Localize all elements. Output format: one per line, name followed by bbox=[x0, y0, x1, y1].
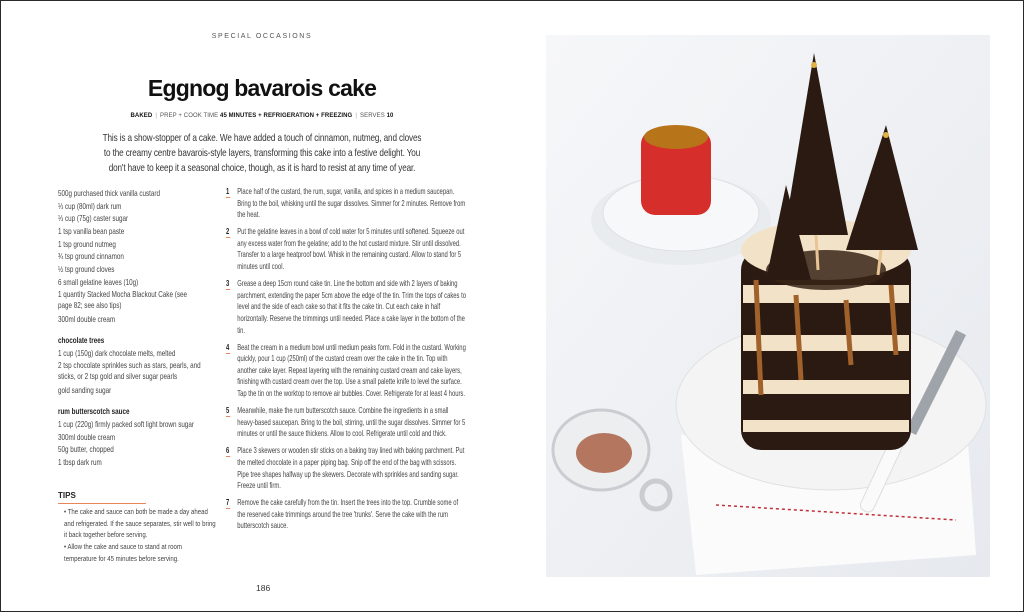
ingredient: ½ tsp ground cloves bbox=[58, 264, 115, 275]
layer-cake bbox=[741, 220, 911, 450]
step-text: Place half of the custard, the rum, sugar, vanilla, and spices in a medium saucepan. Bring to the boil, whisking until the sugar dissolves. Simmer for 2 minutes. Remove from the heat. bbox=[237, 186, 466, 220]
step-text: Place 3 skewers or wooden stir sticks on a baking tray lined with baking parchment. Put the melted chocolate in a paper piping bag. Snip off the end of the bag with scissors. Pipe tree shapes halfway up the skewers. Decorate with sprinkles and sanding sugar. Freeze until firm. bbox=[237, 445, 465, 491]
intro-line: don't have to keep it a seasonal choice, though, as it is hard to resist at any time of year. bbox=[108, 163, 416, 174]
step-number: 1 bbox=[226, 186, 237, 221]
ingredient: 1 cup (150g) dark chocolate melts, melted bbox=[58, 347, 176, 358]
ingredient: 1 tsp ground nutmeg bbox=[58, 238, 116, 249]
cake-illustration bbox=[546, 35, 990, 577]
intro bbox=[62, 131, 462, 176]
ingredient: 1 tsp vanilla bean paste bbox=[58, 226, 125, 237]
intro-line: This is a show-stopper of a cake. We have added a touch of cinnamon, nutmeg, and cloves bbox=[102, 133, 422, 144]
ingredient: 1 quantity Stacked Mocha Blackout Cake (see page 82; see also tips) bbox=[58, 288, 187, 310]
recipe-meta: BAKED | PREP + COOK TIME 45 MINUTES + REFRIGERATION + FREEZING | SERVES 10 bbox=[130, 113, 394, 119]
tips-divider bbox=[58, 503, 146, 504]
method-step bbox=[226, 278, 468, 336]
recipe-title: Eggnog bavarois cake bbox=[147, 75, 377, 101]
ingredient: gold sanding sugar bbox=[58, 384, 112, 395]
step-text: Meanwhile, make the rum butterscotch sauce. Combine the ingredients in a small heavy-based saucepan. Bring to the boil, stirring, until the sugar dissolves. Simmer for 5 minutes or until the sauce thickens. Allow to cool. Refrigerate until cold and thick. bbox=[237, 405, 466, 439]
ingredient: 1 tbsp dark rum bbox=[58, 457, 102, 468]
step-number: 4 bbox=[226, 342, 237, 400]
ingredient: ¾ tsp ground cinnamon bbox=[58, 251, 124, 262]
step-text: Beat the cream in a medium bowl until medium peaks form. Fold in the custard. Working quickly, pour 1 cup (250ml) of the custard cream over the cake in the tin. Top with another cake layer. Repeat layering with the remaining custard cream and cake layers, finishing with custard cream over the top. Use a small palette knife to level the surface. Tap the tin on the worktop to remove air bubbles. Cover. Refrigerate for at least 4 hours. bbox=[237, 341, 466, 398]
method-step bbox=[226, 445, 468, 491]
tip: • Allow the cake and sauce to stand at room temperature for 45 minutes before serving. bbox=[64, 542, 182, 563]
meta-serves-value: 10 bbox=[386, 113, 394, 119]
method-step bbox=[226, 342, 468, 400]
step-text: Remove the cake carefully from the tin. Insert the trees into the top. Crumble some of the reserved cake trimmings around the tree 'trunks'. Serve the cake with the rum butterscotch sauce. bbox=[237, 497, 459, 531]
ingredient: ⅓ cup (75g) caster sugar bbox=[58, 213, 129, 224]
method-steps bbox=[226, 186, 468, 538]
step-text: Grease a deep 15cm round cake tin. Line the bottom and side with 2 layers of baking parchment, extending the paper 5cm above the edge of the tin. Trim the tops of cakes to level and the side of each cake so that it fits the cake tin. Cut each cake in half horizontally. Reserve the trimmings until needed. Place a cake layer in the bottom of the tin. bbox=[237, 278, 466, 335]
method-step bbox=[226, 497, 468, 532]
ingredient: ⅓ cup (80ml) dark rum bbox=[58, 200, 122, 211]
meta-time-value: 45 MINUTES + REFRIGERATION + FREEZING bbox=[220, 113, 353, 119]
step-text: Put the gelatine leaves in a bowl of cold water for 5 minutes until softened. Squeeze out any excess water from the gelatine; add to the hot custard mixture. Stir until dissolved. Transfer to a large heatproof bowl. Whisk in the remaining custard. Allow to stand for 5 minutes until cool. bbox=[237, 226, 465, 272]
ingredient: 2 tsp chocolate sprinkles such as stars, pearls, and sticks, or 2 tsp gold and silver sugar pearls bbox=[58, 359, 201, 381]
ingredient-subheading: rum butterscotch sauce bbox=[58, 406, 130, 417]
step-number: 5 bbox=[226, 405, 237, 440]
method-step bbox=[226, 186, 468, 221]
method-step bbox=[226, 226, 468, 272]
tips-list bbox=[64, 506, 216, 565]
meta-category: BAKED bbox=[130, 113, 153, 119]
step-number: 6 bbox=[226, 445, 237, 491]
ingredient: 500g purchased thick vanilla custard bbox=[58, 188, 161, 198]
meta-serves-label: SERVES bbox=[359, 113, 385, 119]
step-number: 2 bbox=[226, 226, 237, 272]
page-number: 186 bbox=[256, 583, 271, 593]
ingredient: 300ml double cream bbox=[58, 431, 116, 442]
step-number: 3 bbox=[226, 278, 237, 336]
section-header: SPECIAL OCCASIONS bbox=[211, 33, 313, 40]
tip: • The cake and sauce can both be made a day ahead and refrigerated. If the sauce separates, stir well to bring it back together before serving. bbox=[64, 507, 216, 540]
ingredient-subheading: chocolate trees bbox=[58, 335, 105, 346]
ingredient: 1 cup (220g) firmly packed soft light brown sugar bbox=[58, 418, 194, 429]
method-step bbox=[226, 405, 468, 440]
ingredient: 6 small gelatine leaves (10g) bbox=[58, 276, 139, 287]
intro-line: to the creamy centre bavarois-style layers, transforming this cake into a festive delight. You bbox=[103, 148, 421, 159]
meta-time-label: PREP + COOK TIME bbox=[160, 113, 219, 119]
ingredient: 50g butter, chopped bbox=[58, 444, 114, 455]
step-number: 7 bbox=[226, 497, 237, 532]
tips-heading: TIPS bbox=[58, 491, 76, 500]
cake-photo bbox=[546, 35, 990, 577]
ingredient: 300ml double cream bbox=[58, 313, 116, 324]
ingredients-list bbox=[58, 187, 214, 469]
